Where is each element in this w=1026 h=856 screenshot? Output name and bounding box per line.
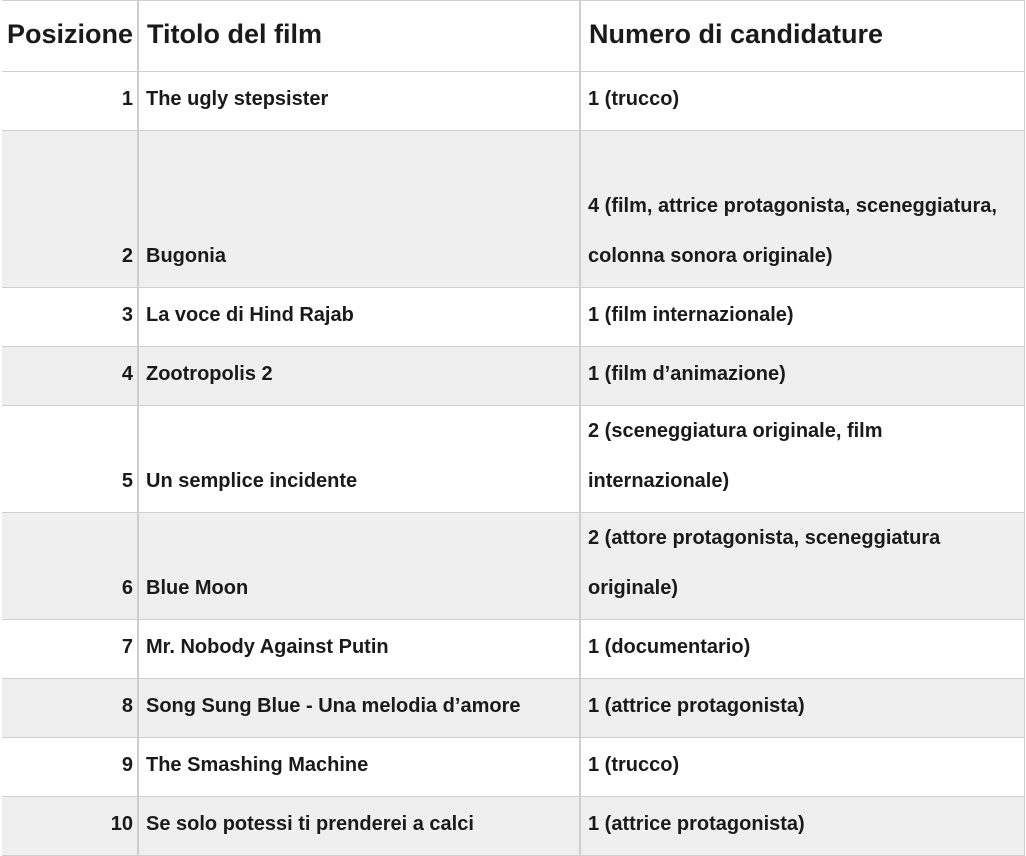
cell-position: 4 bbox=[2, 347, 138, 406]
cell-position: 5 bbox=[2, 406, 138, 513]
table-row bbox=[2, 288, 1024, 347]
cell-title: The Smashing Machine bbox=[138, 738, 580, 797]
cell-position: 7 bbox=[2, 620, 138, 679]
cell-title: Song Sung Blue - Una melodia d’amore bbox=[138, 679, 580, 738]
cell-title: Se solo potessi ti prenderei a calci bbox=[138, 797, 580, 856]
table-row bbox=[2, 620, 1024, 679]
cell-position: 3 bbox=[2, 288, 138, 347]
cell-title: Un semplice incidente bbox=[138, 406, 580, 513]
cell-nominations: 1 (trucco) bbox=[580, 738, 1024, 797]
cell-position: 8 bbox=[2, 679, 138, 738]
cell-position: 9 bbox=[2, 738, 138, 797]
table-row bbox=[2, 797, 1024, 856]
cell-nominations: 2 (sceneggiatura originale, film internazionale) bbox=[580, 406, 1024, 513]
column-header-nominations: Numero di candidature bbox=[580, 1, 1024, 72]
nominations-table bbox=[2, 0, 1025, 856]
cell-nominations: 1 (attrice protagonista) bbox=[580, 679, 1024, 738]
column-header-position: Posizione bbox=[2, 1, 138, 72]
cell-title: The ugly stepsister bbox=[138, 72, 580, 131]
cell-nominations: 1 (film internazionale) bbox=[580, 288, 1024, 347]
cell-nominations: 1 (attrice protagonista) bbox=[580, 797, 1024, 856]
cell-title: Mr. Nobody Against Putin bbox=[138, 620, 580, 679]
cell-title: Bugonia bbox=[138, 131, 580, 288]
cell-position: 1 bbox=[2, 72, 138, 131]
cell-title: La voce di Hind Rajab bbox=[138, 288, 580, 347]
cell-nominations: 1 (documentario) bbox=[580, 620, 1024, 679]
table-row bbox=[2, 738, 1024, 797]
table-row bbox=[2, 513, 1024, 620]
cell-nominations: 1 (trucco) bbox=[580, 72, 1024, 131]
cell-position: 10 bbox=[2, 797, 138, 856]
table-row bbox=[2, 131, 1024, 288]
table-row bbox=[2, 679, 1024, 738]
cell-title: Blue Moon bbox=[138, 513, 580, 620]
column-header-title: Titolo del film bbox=[138, 1, 580, 72]
cell-nominations: 2 (attore protagonista, sceneggiatura originale) bbox=[580, 513, 1024, 620]
table-row bbox=[2, 72, 1024, 131]
cell-position: 6 bbox=[2, 513, 138, 620]
cell-nominations: 4 (film, attrice protagonista, sceneggiatura, colonna sonora originale) bbox=[580, 131, 1024, 288]
cell-nominations: 1 (film d’animazione) bbox=[580, 347, 1024, 406]
cell-title: Zootropolis 2 bbox=[138, 347, 580, 406]
table-row bbox=[2, 347, 1024, 406]
table-header-row bbox=[2, 1, 1024, 72]
cell-position: 2 bbox=[2, 131, 138, 288]
table-row bbox=[2, 406, 1024, 513]
